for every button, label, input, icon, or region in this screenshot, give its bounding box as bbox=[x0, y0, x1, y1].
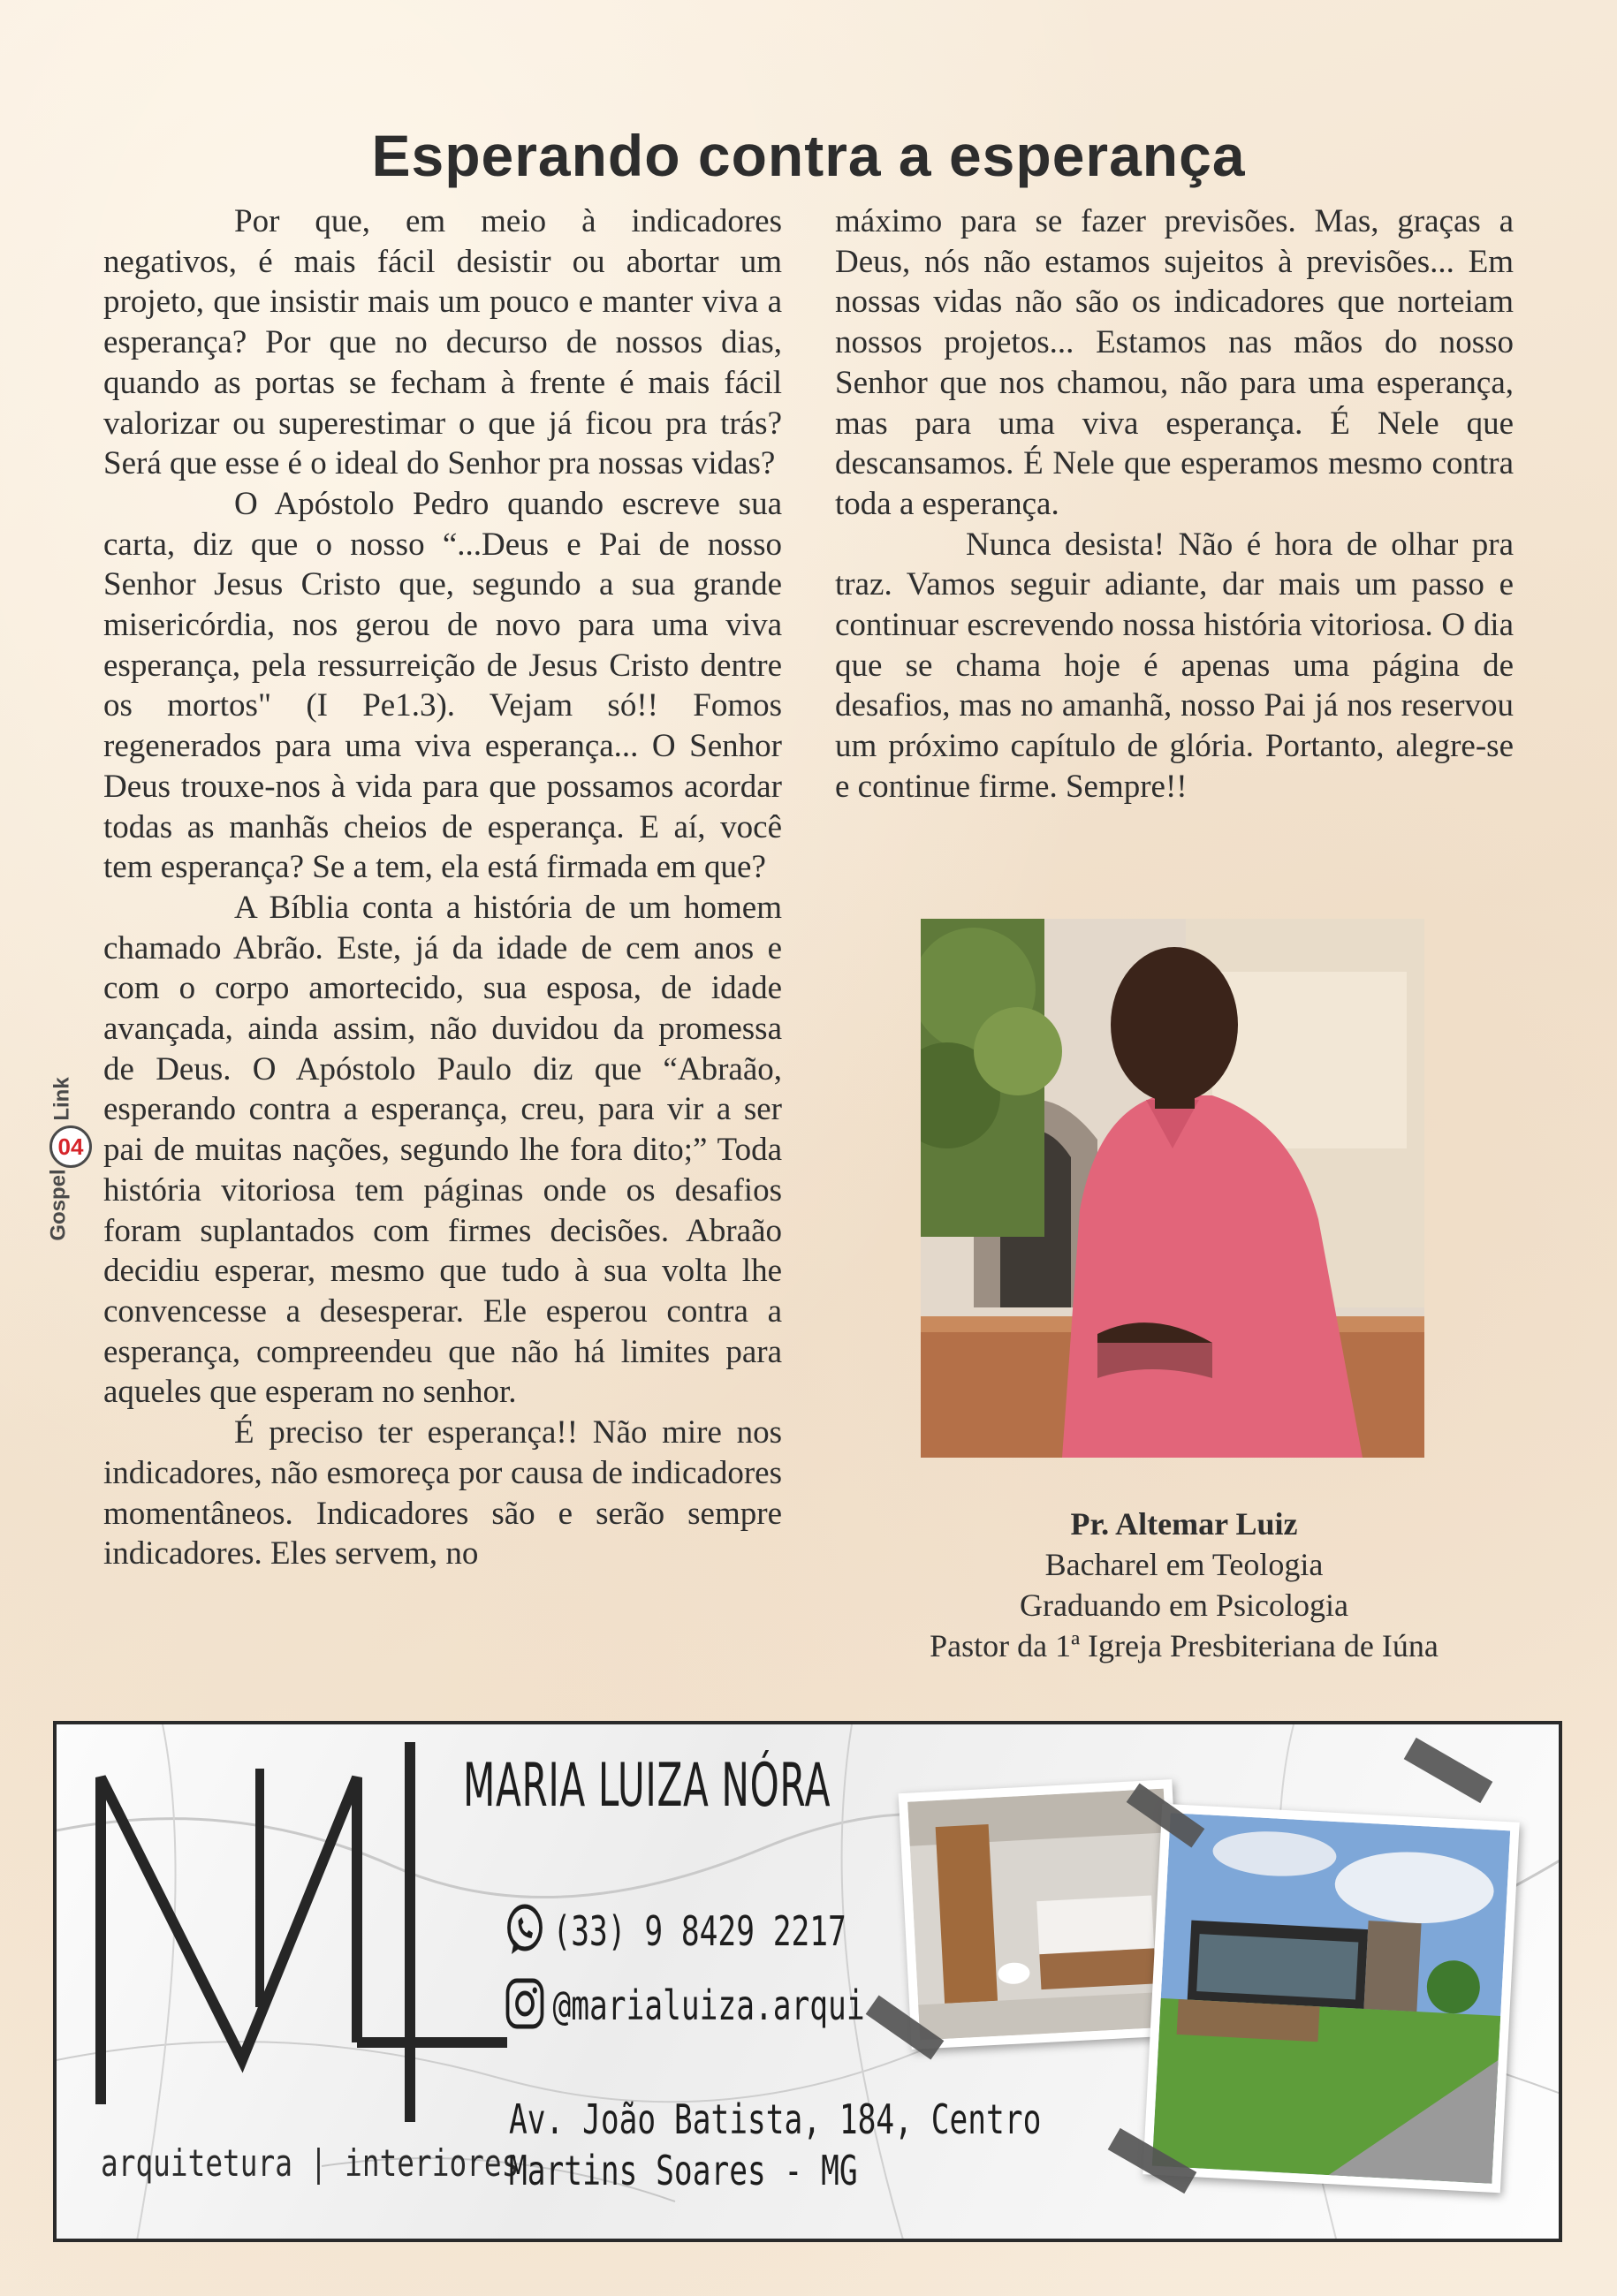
author-photo bbox=[921, 919, 1424, 1458]
whatsapp-icon bbox=[504, 1901, 546, 1967]
instagram-handle: @marialuiza.arqui bbox=[552, 1982, 865, 2029]
logo-word-gospel: Gospel bbox=[46, 1169, 71, 1241]
article-column-right bbox=[835, 201, 1514, 807]
paragraph: É preciso ter esperança!! Não mire nos indicadores, não esmoreça por causa de indicadores momentâneos. Indicadores são e serão sempre indicadores. Eles servem, no bbox=[103, 1414, 782, 1572]
instagram-icon bbox=[504, 1975, 546, 2042]
paragraph: A Bíblia conta a história de um homem chamado Abrão. Este, já da idade de cem anos e com o corpo amortecido, sua esposa, de idade avançada, ainda assim, não duvidou da promessa de Deus. O Apóstolo Paulo diz que “Abraão, esperando contra a esperança, creu, para vir a ser pai de muitas nações, segundo lhe fora dito;” Toda história vitoriosa tem páginas onde os desafios foram suplantados com firmes decisões. Abraão decidiu esperar, mesmo que tudo à sua volta lhe convencesse a desesperar. Ele esperou contra a esperança, compreendeu que não há limites para aqueles que esperam no senhor. bbox=[103, 889, 782, 1411]
logo-word-link: Link bbox=[49, 1077, 74, 1121]
ad-address-line2: Martins Soares - MG bbox=[509, 2147, 858, 2194]
interior-render-photo bbox=[899, 1779, 1186, 2050]
building-render-photo bbox=[1143, 1804, 1519, 2194]
paragraph: máximo para se fazer previsões. Mas, graças a Deus, nós não estamos sujeitos à previsões... Em nossas vidas não são os indicadores que norteiam nossos projetos... Estamos nas mãos do nosso Senhor que nos chamou, não para uma esperança, mas para uma viva esperança. É Nele que descansamos. É Nele que esperamos mesmo contra toda a esperança. bbox=[835, 203, 1514, 522]
paragraph: Por que, em meio à indicadores negativos, é mais fácil desistir ou abortar um projeto, que insistir mais um pouco e manter viva a esperança? Por que no decurso de nossos dias, quando as portas se fecham à frente é mais fácil valorizar ou superestimar o que já ficou pra trás? Será que esse é o ideal do Senhor pra nossas vidas? bbox=[103, 203, 782, 482]
ad-address-line1: Av. João Batista, 184, Centro bbox=[509, 2095, 1042, 2143]
author-credential: Pastor da 1ª Igreja Presbiteriana de Iúna bbox=[930, 1628, 1439, 1663]
advertisement-banner bbox=[53, 1721, 1562, 2242]
ad-phone[interactable] bbox=[504, 1901, 846, 1967]
ad-tagline: arquitetura | interiores bbox=[101, 2141, 520, 2185]
author-credential: Bacharel em Teologia bbox=[1044, 1547, 1324, 1582]
ad-instagram[interactable] bbox=[504, 1975, 865, 2042]
author-credential: Graduando em Psicologia bbox=[1020, 1587, 1348, 1623]
paragraph: O Apóstolo Pedro quando escreve sua carta, diz que o nosso “...Deus e Pai de nosso Senhor Jesus Cristo que, segundo a sua grande misericórdia, nos gerou de novo para uma viva esperança, pela ressurreição de Jesus Cristo dentre os mortos" (I Pe1.3). Vejam só!! Fomos regenerados para uma viva esperança... O Senhor Deus trouxe-nos à vida para que possamos acordar todas as manhãs cheios de esperança. E aí, você tem esperança? Se a tem, ela está firmada em que? bbox=[103, 485, 782, 886]
author-name: Pr. Altemar Luiz bbox=[1070, 1506, 1298, 1542]
article-title: Esperando contra a esperança bbox=[371, 123, 1246, 188]
gospel-link-logo bbox=[44, 1069, 94, 1241]
page-number: 04 bbox=[49, 1125, 92, 1168]
article-column-left bbox=[103, 201, 782, 1574]
author-caption bbox=[875, 1504, 1493, 1666]
ad-business-name: MARIA LUIZA NÓRA bbox=[463, 1751, 831, 1821]
paragraph: Nunca desista! Não é hora de olhar pra traz. Vamos seguir adiante, dar mais um passo e continuar escrevendo nossa história vitoriosa. O dia que se chama hoje é apenas uma página de desafios, mas no amanhã, nosso Pai já nos reservou um próximo capítulo de glória. Portanto, alegre-se e continue firme. Sempre!! bbox=[835, 526, 1514, 805]
phone-number: (33) 9 8429 2217 bbox=[552, 1907, 846, 1955]
ml-monogram-logo bbox=[92, 1742, 516, 2131]
